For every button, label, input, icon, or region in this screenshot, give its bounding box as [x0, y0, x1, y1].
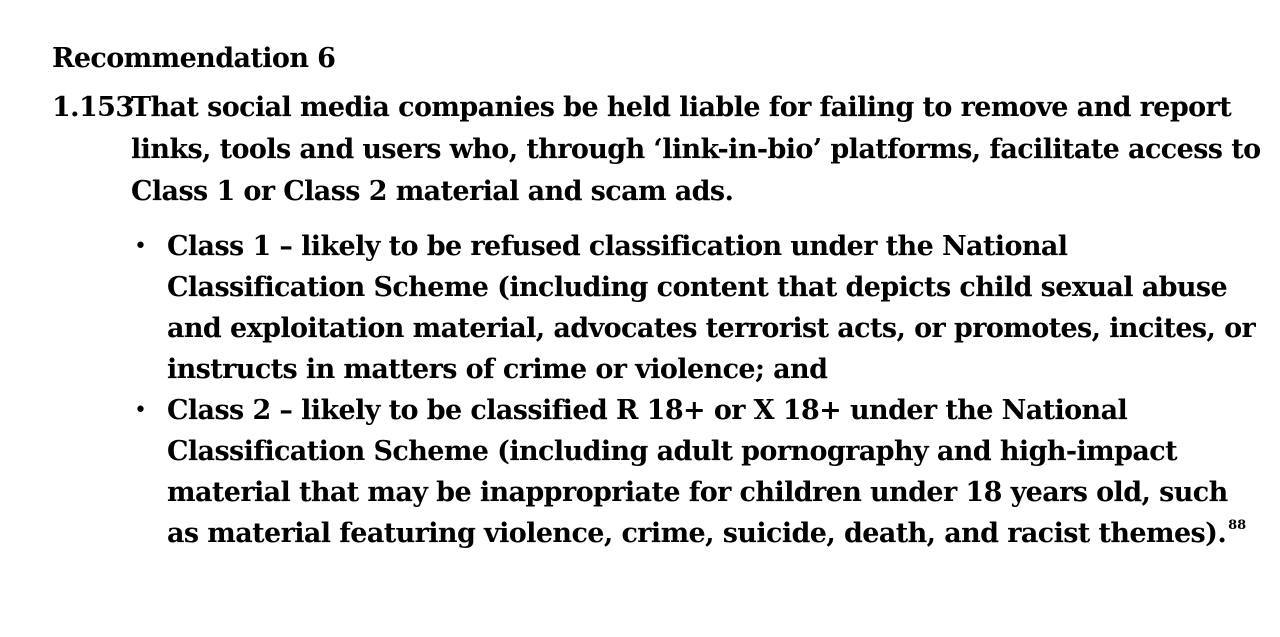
- bullet-text-line: material that may be inappropriate for children under 18 years old, such: [167, 477, 1228, 508]
- bullet-text-line: and exploitation material, advocates terrorist acts, or promotes, incites, or: [167, 313, 1256, 344]
- recommendation-text-line: Class 1 or Class 2 material and scam ads.: [131, 176, 734, 207]
- class-bullet-list: [134, 226, 1256, 554]
- bullet-marker: •: [134, 398, 147, 423]
- recommendation-heading: Recommendation 6: [52, 43, 336, 74]
- bullet-text-line: Class 1 – likely to be refused classification under the National: [167, 231, 1068, 262]
- bullet-text-line: Classification Scheme (including adult pornography and high-impact: [167, 436, 1177, 467]
- bullet-text-line: Class 2 – likely to be classified R 18+ or X 18+ under the National: [167, 395, 1128, 426]
- paragraph-number: 1.153: [52, 92, 134, 123]
- bullet-text: as material featuring violence, crime, suicide, death, and racist themes).: [167, 518, 1227, 549]
- bullet-marker: •: [134, 234, 147, 259]
- bullet-text-line: instructs in matters of crime or violence; and: [167, 354, 828, 385]
- bullet-text-line-last: [167, 513, 1247, 554]
- bullet-class-1: [134, 226, 1256, 390]
- recommendation-text: [131, 87, 1261, 213]
- recommendation-text-line: That social media companies be held liable for failing to remove and report: [131, 92, 1232, 123]
- recommendation-text-line: links, tools and users who, through ‘link-in-bio’ platforms, facilitate access to: [131, 134, 1261, 165]
- bullet-text-line: Classification Scheme (including content that depicts child sexual abuse: [167, 272, 1228, 303]
- footnote-reference[interactable]: 88: [1228, 518, 1247, 533]
- bullet-class-2: [134, 390, 1247, 554]
